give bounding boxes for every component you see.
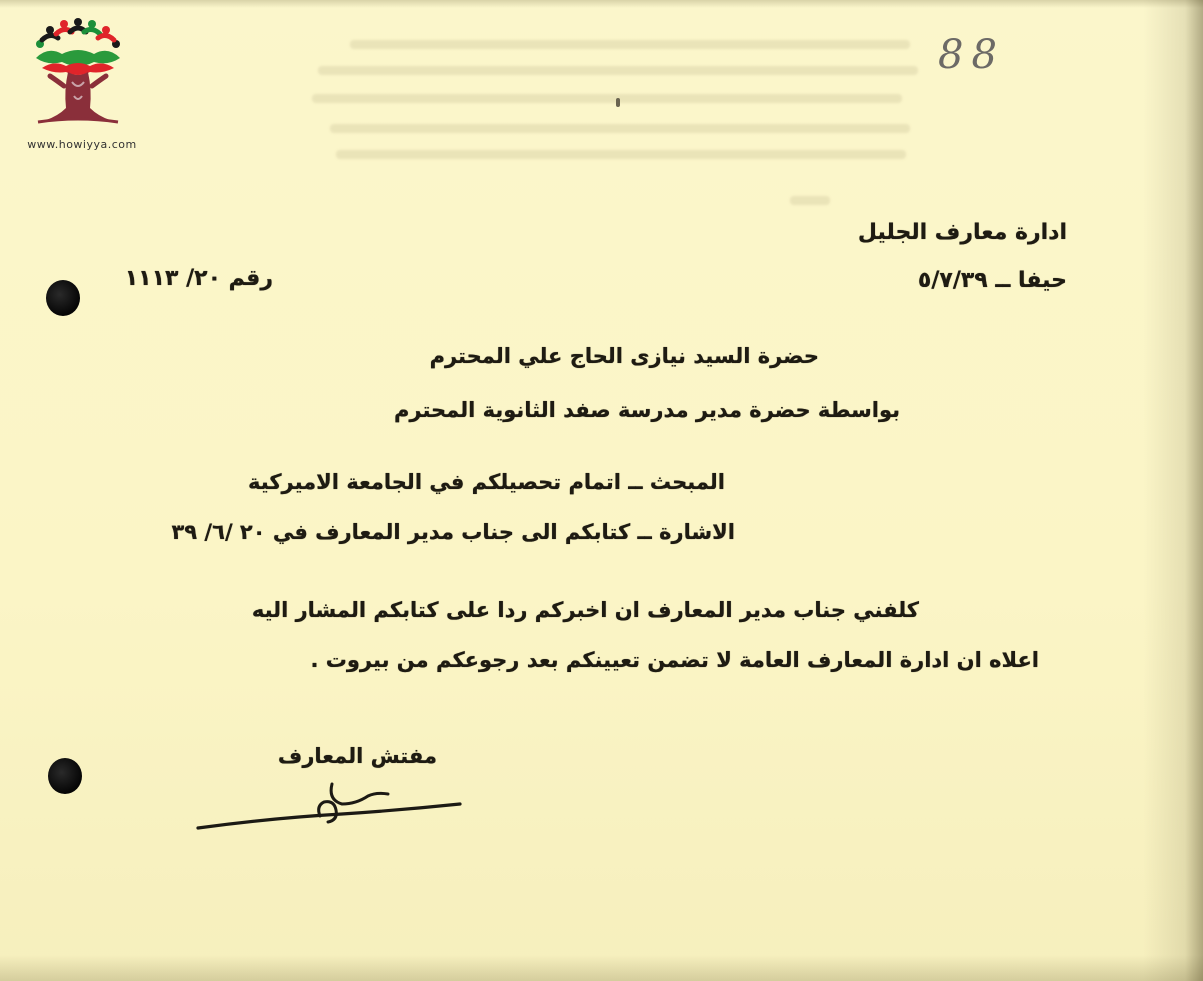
punch-hole-bottom [48, 758, 82, 794]
bleed-through-line [350, 40, 910, 49]
handwritten-signature [192, 770, 472, 840]
paper-edge-right [1143, 0, 1203, 981]
reference-line: الاشارة ــ كتابكم الى جناب مدير المعارف في ٢٠ /٦/ ٣٩ [171, 520, 735, 544]
bleed-through-line [790, 196, 830, 205]
body-text-line: اعلاه ان ادارة المعارف العامة لا تضمن تعيينكم بعد رجوعكم من بيروت . [310, 648, 1039, 672]
howiyya-logo [10, 16, 150, 154]
paper-edge-bottom [0, 955, 1203, 981]
howiyya-tree-logo-icon [28, 16, 128, 134]
ink-speck [616, 98, 620, 107]
paper-edge-top [0, 0, 1203, 8]
bleed-through-line [336, 150, 906, 159]
addressee-via: بواسطة حضرة مدير مدرسة صفد الثانوية المحترم [393, 398, 900, 422]
bleed-through-line [330, 124, 910, 133]
city-and-date: حيفا ــ ٥/٧/٣٩ [917, 268, 1067, 293]
issuing-office: ادارة معارف الجليل [857, 220, 1067, 245]
archive-page-number: 88 [938, 32, 1005, 78]
body-text-line: كلفني جناب مدير المعارف ان اخبركم ردا على كتابكم المشار اليه [251, 598, 919, 622]
logo-url-text: www.howiyya.com [27, 138, 137, 151]
bleed-through-line [318, 66, 918, 75]
reference-number: رقم ٢٠/ ١١١٣ [124, 266, 273, 291]
signatory-title: مفتش المعارف [277, 744, 437, 768]
bleed-through-line [312, 94, 902, 103]
addressee-name: حضرة السيد نيازى الحاج علي المحترم [429, 344, 819, 368]
subject-line: المبحث ــ اتمام تحصيلكم في الجامعة الاميركية [248, 470, 725, 494]
punch-hole-top [46, 280, 80, 316]
